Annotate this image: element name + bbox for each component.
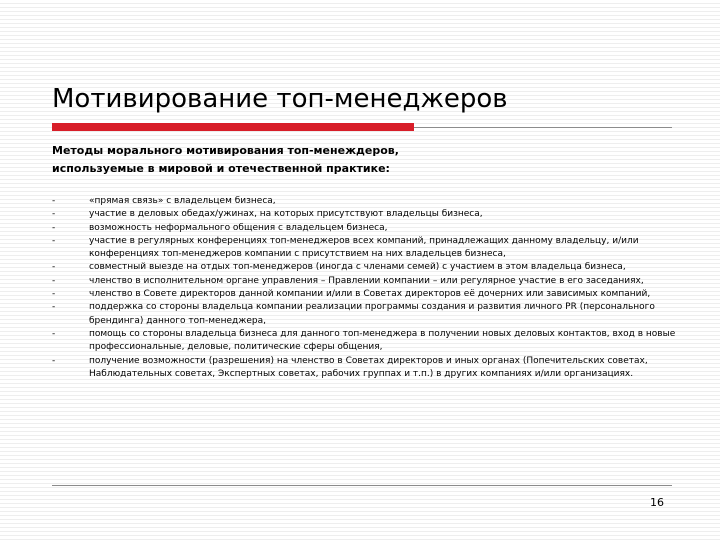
bullet-dash: - bbox=[52, 302, 56, 313]
list-item-text: совместный выезде на отдых топ-менеджеров (иногда с членами семей) с участием в этом владельца бизнеса, bbox=[89, 262, 626, 273]
list-item-text: участие в деловых обедах/ужинах, на которых присутствуют владельцы бизнеса, bbox=[89, 209, 483, 220]
list-item-text: помощь со стороны владельца бизнеса для данного топ-менеджера в получении новых деловых контактов, вход в новые профессиональные, деловые, политические сферы общения, bbox=[89, 328, 676, 353]
intro-line-1: Методы морального мотивирования топ-менеждеров, bbox=[52, 144, 399, 157]
list-item-text: «прямая связь» с владельцем бизнеса, bbox=[89, 196, 276, 206]
list-item-text: поддержка со стороны владельца компании реализации программы создания и развития личного PR (персонального брендинга) данного топ-менеджера, bbox=[89, 302, 655, 326]
footer-rule bbox=[52, 485, 672, 486]
slide-title: Мотивирование топ-менеджеров bbox=[52, 84, 508, 114]
list-item-text: членство в исполнительном органе управления – Правлении компании – или регулярное участие в его заседаниях, bbox=[89, 275, 644, 286]
list-item bbox=[52, 222, 682, 235]
list-item bbox=[52, 328, 682, 355]
bullet-dash: - bbox=[52, 275, 56, 286]
list-item-text: участие в регулярных конференциях топ-менеджеров всех компаний, принадлежащих данному владельцу, и/или конференциях топ-менеджеров компании с присутствием на них владельцев бизнеса, bbox=[89, 235, 639, 260]
bullet-dash: - bbox=[52, 289, 56, 300]
methods-list bbox=[52, 195, 682, 381]
list-item-text: членство в Совете директоров данной компании и/или в Советах директоров её дочерних или зависимых компаний, bbox=[89, 289, 651, 300]
intro-line-2: используемые в мировой и отечественной практике: bbox=[52, 162, 390, 175]
bullet-dash: - bbox=[52, 209, 56, 220]
bullet-dash: - bbox=[52, 235, 56, 246]
bullet-dash: - bbox=[52, 328, 56, 339]
list-item-text: возможность неформального общения с владельцем бизнеса, bbox=[89, 222, 388, 233]
list-item bbox=[52, 261, 682, 274]
bullet-dash: - bbox=[52, 222, 56, 233]
list-item bbox=[52, 288, 682, 301]
list-item bbox=[52, 355, 682, 382]
list-item bbox=[52, 301, 682, 328]
title-accent-bar bbox=[52, 123, 414, 131]
bullet-dash: - bbox=[52, 196, 56, 206]
page-number: 16 bbox=[650, 496, 664, 509]
list-item bbox=[52, 208, 682, 221]
bullet-dash: - bbox=[52, 262, 56, 273]
list-item bbox=[52, 275, 682, 288]
list-item-text: получение возможности (разрешения) на членство в Советах директоров и иных органах (Попечительских советах, Наблюдательных советах, Экспертных советах, рабочих группах и т.п.) в других компаниях и/или организациях. bbox=[89, 355, 648, 379]
bullet-dash: - bbox=[52, 355, 56, 366]
list-item bbox=[52, 235, 682, 262]
intro-text bbox=[52, 142, 652, 178]
list-item bbox=[52, 195, 682, 208]
